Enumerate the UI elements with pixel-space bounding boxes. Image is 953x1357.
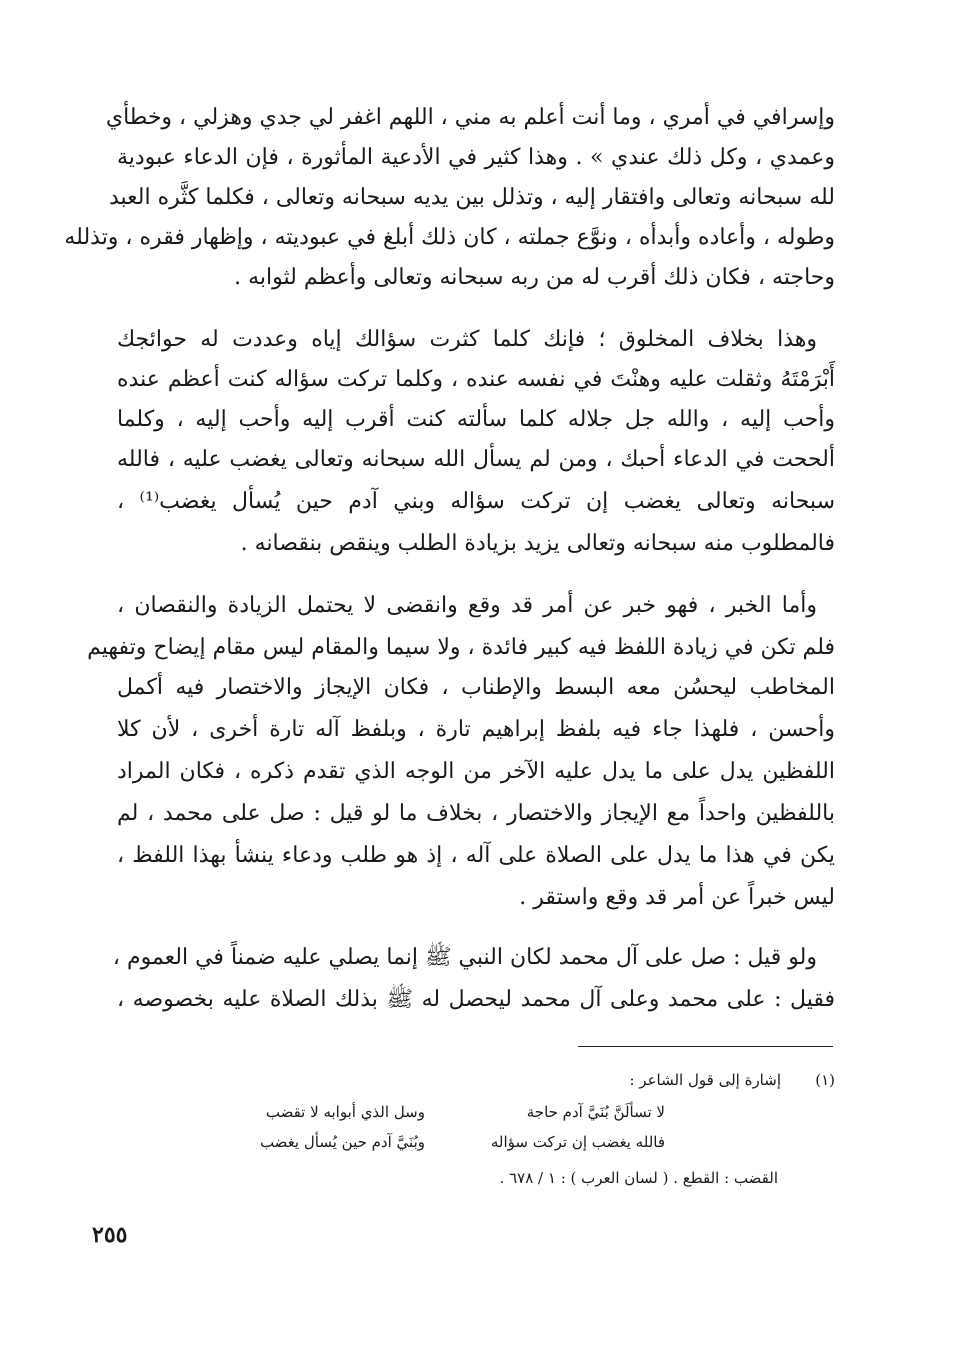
body-line: وأحب إليه ، والله جل جلاله كلما سألته كنت أقرب إليه وأحب إليه ، وكلما [117,407,835,432]
body-line: المخاطب ليحسُن معه البسط والإطناب ، فكان الإيجاز والاختصار فيه أكمل [117,675,835,700]
body-line: باللفظين واحداً مع الإيجاز والاختصار ، بخلاف ما لو قيل : صل على محمد ، لم [117,801,835,826]
body-line: لله سبحانه وتعالى وافتقار إليه ، وتذلل بين يديه سبحانه وتعالى ، فكلما كثَّره العبد [109,185,835,210]
verse-hemistich: وسل الذي أبوابه لا تقضب [265,1103,425,1121]
verse-hemistich: لا تسألَنَّ بُنَيَّ آدم حاجة [526,1103,665,1121]
body-line: وهذا بخلاف المخلوق ؛ فإنك كلما كثرت سؤالك إياه وعددت له حوائجك [117,327,817,352]
body-line: ألححت في الدعاء أحبك ، ومن لم يسأل الله سبحانه وتعالى يغضب عليه ، فالله [117,447,835,472]
body-line: فقيل : على محمد وعلى آل محمد ليحصل له ﷺ بذلك الصلاة عليه بخصوصه ، [117,987,835,1012]
body-line: ولو قيل : صل على آل محمد لكان النبي ﷺ إنما يصلي عليه ضمناً في العموم ، [112,945,817,970]
body-line: فالمطلوب منه سبحانه وتعالى يزيد بزيادة الطلب وينقص بنقصانه . [240,531,835,556]
body-line: ليس خبراً عن أمر قد وقع واستقر . [519,885,835,910]
footnote-marker: (١) [815,1071,835,1089]
body-line: سبحانه وتعالى يغضب إن تركت سؤاله وبني آدم حين يُسأل يغضب⁽¹⁾ ، [117,489,835,514]
footnote-intro: إشارة إلى قول الشاعر : [629,1071,781,1089]
body-line: وأما الخبر ، فهو خبر عن أمر قد وقع وانقضى لا يحتمل الزيادة والنقصان ، [117,593,817,618]
page-number: ٢٥٥ [92,1222,128,1248]
body-line: فلم تكن في زيادة اللفظ فيه كبير فائدة ، ولا سيما والمقام ليس مقام إيضاح وتفهيم [87,635,835,660]
body-line: وحاجته ، فكان ذلك أقرب له من ربه سبحانه وتعالى وأعظم لثوابه . [234,265,835,290]
footnote-separator [578,1046,833,1047]
verse-hemistich: وبُنَيَّ آدم حين يُسأل يغضب [259,1133,425,1151]
body-line: وإسرافي في أمري ، وما أنت أعلم به مني ، اللهم اغفر لي جدي وهزلي ، وخطأي [105,105,835,130]
body-line: وعمدي ، وكل ذلك عندي » . وهذا كثير في الأدعية المأثورة ، فإن الدعاء عبودية [117,145,835,170]
footnote-gloss: القضب : القطع . ( لسان العرب ) : ١ / ٦٧٨ . [499,1169,778,1187]
body-line: اللفظين يدل على ما يدل عليه الآخر من الوجه الذي تقدم ذكره ، فكان المراد [117,759,835,784]
body-line: وطوله ، وأعاده وأبدأه ، ونوَّع جملته ، كان ذلك أبلغ في عبوديته ، وإظهار فقره ، وتذلله [64,225,835,250]
body-line: وأحسن ، فلهذا جاء فيه بلفظ إبراهيم تارة ، وبلفظ آله تارة أخرى ، لأن كلا [117,717,835,742]
verse-hemistich: فالله يغضب إن تركت سؤاله [490,1133,665,1151]
body-line: أَبْرَمْتَهُ وثقلت عليه وهنْتَ في نفسه عنده ، وكلما تركت سؤاله كنت أعظم عنده [117,367,835,392]
body-line: يكن في هذا ما يدل على الصلاة على آله ، إذ هو طلب ودعاء ينشأ بهذا اللفظ ، [117,843,835,868]
